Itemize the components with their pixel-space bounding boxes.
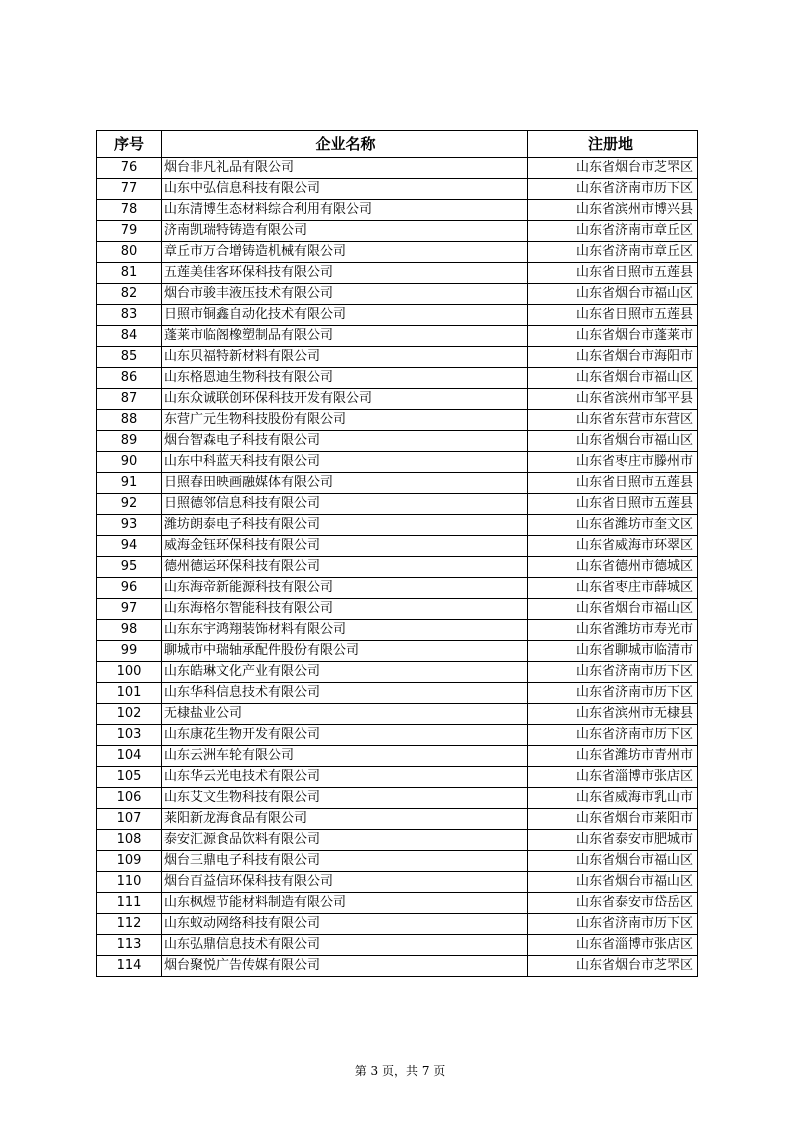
cell-registered-location: 山东省滨州市邹平县	[528, 389, 698, 410]
cell-registered-location: 山东省烟台市福山区	[528, 872, 698, 893]
cell-company-name: 山东中科蓝天科技有限公司	[162, 452, 528, 473]
cell-serial-number: 89	[97, 431, 162, 452]
cell-registered-location: 山东省济南市历下区	[528, 662, 698, 683]
cell-serial-number: 102	[97, 704, 162, 725]
table-row	[97, 725, 698, 746]
page-footer: 第 3 页，共 7 页	[354, 1064, 446, 1078]
cell-company-name: 山东众诚联创环保科技开发有限公司	[162, 389, 528, 410]
cell-serial-number: 81	[97, 263, 162, 284]
cell-company-name: 东营广元生物科技股份有限公司	[162, 410, 528, 431]
table-row	[97, 263, 698, 284]
cell-registered-location: 山东省济南市历下区	[528, 683, 698, 704]
cell-serial-number: 86	[97, 368, 162, 389]
table-row	[97, 536, 698, 557]
table-row	[97, 515, 698, 536]
cell-registered-location: 山东省泰安市岱岳区	[528, 893, 698, 914]
cell-company-name: 潍坊朗泰电子科技有限公司	[162, 515, 528, 536]
cell-company-name: 德州德运环保科技有限公司	[162, 557, 528, 578]
cell-company-name: 山东清博生态材料综合利用有限公司	[162, 200, 528, 221]
table-row	[97, 788, 698, 809]
cell-company-name: 山东弘鼎信息技术有限公司	[162, 935, 528, 956]
cell-registered-location: 山东省枣庄市薛城区	[528, 578, 698, 599]
cell-company-name: 山东中弘信息科技有限公司	[162, 179, 528, 200]
table-row	[97, 200, 698, 221]
cell-company-name: 山东云洲车轮有限公司	[162, 746, 528, 767]
table-row	[97, 557, 698, 578]
cell-registered-location: 山东省潍坊市奎文区	[528, 515, 698, 536]
cell-company-name: 烟台百益信环保科技有限公司	[162, 872, 528, 893]
cell-company-name: 山东蚁动网络科技有限公司	[162, 914, 528, 935]
cell-serial-number: 94	[97, 536, 162, 557]
cell-registered-location: 山东省滨州市博兴县	[528, 200, 698, 221]
table-row	[97, 242, 698, 263]
cell-registered-location: 山东省德州市德城区	[528, 557, 698, 578]
table-row	[97, 578, 698, 599]
table-row	[97, 641, 698, 662]
cell-company-name: 山东皓琳文化产业有限公司	[162, 662, 528, 683]
cell-registered-location: 山东省烟台市海阳市	[528, 347, 698, 368]
cell-company-name: 山东华科信息技术有限公司	[162, 683, 528, 704]
cell-serial-number: 98	[97, 620, 162, 641]
cell-company-name: 日照市铜鑫自动化技术有限公司	[162, 305, 528, 326]
cell-registered-location: 山东省烟台市福山区	[528, 851, 698, 872]
cell-serial-number: 88	[97, 410, 162, 431]
cell-registered-location: 山东省淄博市张店区	[528, 767, 698, 788]
cell-company-name: 日照德邻信息科技有限公司	[162, 494, 528, 515]
cell-company-name: 泰安汇源食品饮料有限公司	[162, 830, 528, 851]
cell-registered-location: 山东省潍坊市寿光市	[528, 620, 698, 641]
cell-serial-number: 103	[97, 725, 162, 746]
cell-serial-number: 99	[97, 641, 162, 662]
table-row	[97, 326, 698, 347]
cell-serial-number: 95	[97, 557, 162, 578]
table-row	[97, 389, 698, 410]
cell-company-name: 山东艾文生物科技有限公司	[162, 788, 528, 809]
table-row	[97, 956, 698, 977]
cell-company-name: 烟台三鼎电子科技有限公司	[162, 851, 528, 872]
cell-registered-location: 山东省烟台市福山区	[528, 284, 698, 305]
cell-serial-number: 101	[97, 683, 162, 704]
cell-company-name: 山东康花生物开发有限公司	[162, 725, 528, 746]
cell-serial-number: 80	[97, 242, 162, 263]
cell-serial-number: 82	[97, 284, 162, 305]
cell-company-name: 山东格恩迪生物科技有限公司	[162, 368, 528, 389]
cell-registered-location: 山东省烟台市蓬莱市	[528, 326, 698, 347]
cell-company-name: 烟台聚悦广告传媒有限公司	[162, 956, 528, 977]
cell-serial-number: 76	[97, 158, 162, 179]
cell-registered-location: 山东省日照市五莲县	[528, 263, 698, 284]
cell-company-name: 日照春田映画融媒体有限公司	[162, 473, 528, 494]
table-row	[97, 704, 698, 725]
cell-registered-location: 山东省潍坊市青州市	[528, 746, 698, 767]
cell-registered-location: 山东省东营市东营区	[528, 410, 698, 431]
header-serial-number: 序号	[97, 131, 162, 158]
cell-serial-number: 93	[97, 515, 162, 536]
cell-serial-number: 90	[97, 452, 162, 473]
cell-serial-number: 109	[97, 851, 162, 872]
cell-serial-number: 107	[97, 809, 162, 830]
table-row	[97, 599, 698, 620]
cell-company-name: 聊城市中瑞轴承配件股份有限公司	[162, 641, 528, 662]
cell-registered-location: 山东省淄博市张店区	[528, 935, 698, 956]
cell-company-name: 莱阳新龙海食品有限公司	[162, 809, 528, 830]
table-row	[97, 683, 698, 704]
cell-company-name: 山东贝福特新材料有限公司	[162, 347, 528, 368]
cell-company-name: 蓬莱市临阁橡塑制品有限公司	[162, 326, 528, 347]
cell-registered-location: 山东省济南市历下区	[528, 725, 698, 746]
cell-serial-number: 92	[97, 494, 162, 515]
cell-serial-number: 110	[97, 872, 162, 893]
cell-serial-number: 113	[97, 935, 162, 956]
cell-company-name: 山东东宇鸿翔装饰材料有限公司	[162, 620, 528, 641]
cell-company-name: 山东枫煜节能材料制造有限公司	[162, 893, 528, 914]
table-row	[97, 809, 698, 830]
table-row	[97, 305, 698, 326]
cell-serial-number: 78	[97, 200, 162, 221]
table-row	[97, 830, 698, 851]
cell-company-name: 烟台市骏丰液压技术有限公司	[162, 284, 528, 305]
cell-serial-number: 100	[97, 662, 162, 683]
table-row	[97, 452, 698, 473]
cell-registered-location: 山东省济南市历下区	[528, 914, 698, 935]
cell-serial-number: 91	[97, 473, 162, 494]
cell-serial-number: 105	[97, 767, 162, 788]
cell-serial-number: 111	[97, 893, 162, 914]
company-table	[96, 130, 698, 977]
cell-registered-location: 山东省日照市五莲县	[528, 473, 698, 494]
cell-registered-location: 山东省济南市章丘区	[528, 242, 698, 263]
cell-company-name: 威海金钰环保科技有限公司	[162, 536, 528, 557]
cell-company-name: 山东华云光电技术有限公司	[162, 767, 528, 788]
table-row	[97, 347, 698, 368]
table-row	[97, 473, 698, 494]
table-row	[97, 767, 698, 788]
cell-serial-number: 106	[97, 788, 162, 809]
table-row	[97, 746, 698, 767]
table-row	[97, 284, 698, 305]
table-row	[97, 851, 698, 872]
table-row	[97, 368, 698, 389]
table-row	[97, 893, 698, 914]
cell-registered-location: 山东省枣庄市滕州市	[528, 452, 698, 473]
table-header-row	[97, 131, 698, 158]
cell-serial-number: 87	[97, 389, 162, 410]
table-row	[97, 179, 698, 200]
table-row	[97, 158, 698, 179]
cell-company-name: 烟台智森电子科技有限公司	[162, 431, 528, 452]
table-row	[97, 221, 698, 242]
cell-registered-location: 山东省烟台市福山区	[528, 431, 698, 452]
cell-company-name: 无棣盐业公司	[162, 704, 528, 725]
cell-registered-location: 山东省烟台市福山区	[528, 599, 698, 620]
cell-company-name: 章丘市万合增铸造机械有限公司	[162, 242, 528, 263]
cell-serial-number: 84	[97, 326, 162, 347]
cell-serial-number: 104	[97, 746, 162, 767]
cell-company-name: 烟台非凡礼品有限公司	[162, 158, 528, 179]
cell-company-name: 山东海帝新能源科技有限公司	[162, 578, 528, 599]
cell-registered-location: 山东省烟台市芝罘区	[528, 158, 698, 179]
cell-serial-number: 85	[97, 347, 162, 368]
table-row	[97, 935, 698, 956]
cell-registered-location: 山东省济南市章丘区	[528, 221, 698, 242]
cell-registered-location: 山东省滨州市无棣县	[528, 704, 698, 725]
cell-registered-location: 山东省聊城市临清市	[528, 641, 698, 662]
cell-registered-location: 山东省泰安市肥城市	[528, 830, 698, 851]
cell-company-name: 山东海格尔智能科技有限公司	[162, 599, 528, 620]
table-body	[97, 158, 698, 977]
header-company-name: 企业名称	[162, 131, 528, 158]
cell-registered-location: 山东省日照市五莲县	[528, 494, 698, 515]
table-row	[97, 620, 698, 641]
cell-serial-number: 108	[97, 830, 162, 851]
cell-registered-location: 山东省烟台市莱阳市	[528, 809, 698, 830]
table-row	[97, 431, 698, 452]
cell-company-name: 济南凯瑞特铸造有限公司	[162, 221, 528, 242]
cell-serial-number: 97	[97, 599, 162, 620]
cell-registered-location: 山东省威海市环翠区	[528, 536, 698, 557]
cell-serial-number: 79	[97, 221, 162, 242]
cell-registered-location: 山东省济南市历下区	[528, 179, 698, 200]
cell-company-name: 五莲美佳客环保科技有限公司	[162, 263, 528, 284]
table-row	[97, 662, 698, 683]
table-row	[97, 410, 698, 431]
cell-serial-number: 114	[97, 956, 162, 977]
cell-registered-location: 山东省日照市五莲县	[528, 305, 698, 326]
cell-serial-number: 112	[97, 914, 162, 935]
cell-serial-number: 77	[97, 179, 162, 200]
cell-registered-location: 山东省烟台市福山区	[528, 368, 698, 389]
cell-registered-location: 山东省烟台市芝罘区	[528, 956, 698, 977]
header-registered-location: 注册地	[528, 131, 698, 158]
cell-serial-number: 83	[97, 305, 162, 326]
cell-serial-number: 96	[97, 578, 162, 599]
table-row	[97, 494, 698, 515]
table-row	[97, 914, 698, 935]
cell-registered-location: 山东省威海市乳山市	[528, 788, 698, 809]
table-row	[97, 872, 698, 893]
